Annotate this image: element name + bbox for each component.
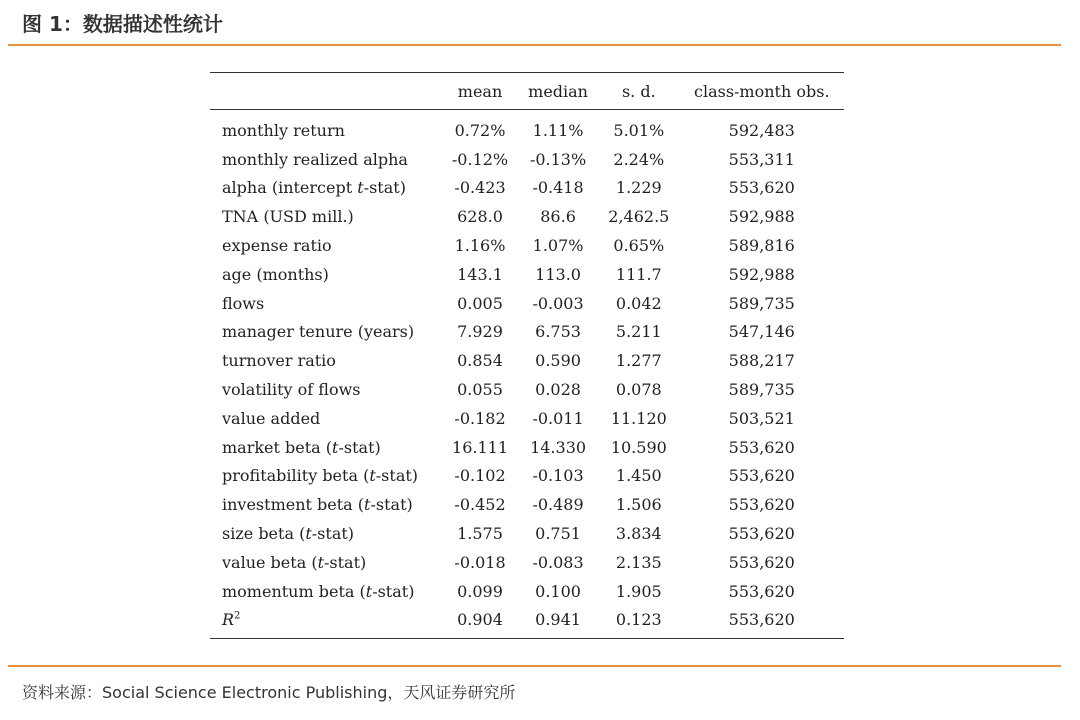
row-label-part: manager tenure (years) [222, 322, 415, 342]
header-divider [8, 44, 1061, 46]
row-label [210, 606, 442, 639]
row-label-part: turnover ratio [222, 351, 336, 371]
table-row [210, 490, 844, 519]
row-label-part: expense ratio [222, 236, 332, 256]
cell-sd: 0.123 [598, 606, 679, 639]
row-label-part: age (months) [222, 264, 329, 284]
row-label-part: t [365, 581, 373, 601]
row-label-part: R [222, 610, 235, 630]
row-label [210, 346, 442, 375]
row-label-part: t [364, 495, 371, 515]
cell-obs: 553,620 [728, 495, 795, 515]
cell-median: 14.330 [530, 437, 587, 457]
cell-sd: 1.905 [615, 581, 662, 601]
cell-median: 0.590 [535, 351, 581, 371]
page-title: 图 1：数据描述性统计 [22, 12, 223, 36]
row-label-part: alpha (intercept [222, 178, 358, 198]
cell-median: 6.753 [535, 322, 581, 342]
cell-mean: -0.182 [454, 408, 506, 428]
cell-sd: 10.590 [610, 437, 667, 457]
row-label [210, 110, 442, 145]
cell-median: -0.003 [532, 293, 584, 313]
cell-sd: 0.65% [613, 236, 665, 256]
cell-obs: 553,620 [728, 524, 795, 544]
cell-median: 0.751 [535, 524, 581, 544]
row-label-part: -stat) [370, 495, 413, 515]
table-row [210, 145, 844, 174]
cell-sd: 2.135 [615, 552, 662, 572]
row-label [210, 202, 442, 231]
cell-median: 0.100 [535, 581, 581, 601]
row-label [210, 375, 442, 404]
table-header-row [210, 73, 844, 110]
cell-median: 0.028 [535, 380, 581, 400]
cell-sd: 3.834 [615, 524, 662, 544]
column-header-mean: mean [442, 73, 518, 110]
row-label-part: size beta ( [222, 524, 306, 544]
cell-obs: 547,146 [728, 322, 795, 342]
row-label-part: value beta ( [222, 552, 318, 572]
cell-mean: -0.423 [454, 178, 506, 198]
cell-mean: 16.111 [452, 437, 508, 457]
row-label [210, 289, 442, 318]
row-label-part: -stat) [363, 178, 406, 198]
cell-median: 0.941 [518, 606, 598, 639]
cell-mean: 1.16% [454, 236, 506, 256]
row-label-part: volatility of flows [222, 380, 361, 400]
row-label-part: flows [222, 293, 265, 313]
cell-mean: -0.452 [454, 495, 506, 515]
cell-mean: -0.018 [454, 552, 506, 572]
cell-sd: 0.042 [615, 293, 662, 313]
cell-sd: 2.24% [613, 149, 665, 169]
cell-sd: 2,462.5 [608, 207, 670, 227]
source-org: ，天风证券研究所 [387, 683, 516, 702]
row-label-part: momentum beta ( [222, 581, 366, 601]
cell-mean: 0.904 [442, 606, 518, 639]
row-label-part: profitability beta ( [222, 466, 370, 486]
cell-median: 1.07% [532, 236, 584, 256]
cell-sd: 111.7 [615, 264, 662, 284]
row-label-part: t [332, 437, 339, 457]
row-label [210, 145, 442, 174]
row-label-part: -stat) [311, 524, 355, 544]
cell-mean: 143.1 [457, 264, 503, 284]
table-row [210, 346, 844, 375]
cell-sd: 5.01% [613, 120, 665, 140]
row-label [210, 548, 442, 577]
cell-median: -0.13% [529, 149, 587, 169]
table-row [210, 404, 844, 433]
row-label [210, 433, 442, 462]
cell-mean: 0.72% [454, 120, 506, 140]
column-header-obs: class-month obs. [680, 73, 844, 110]
row-label [210, 318, 442, 347]
row-label-part: t [369, 466, 376, 486]
cell-obs: 553,620 [728, 178, 795, 198]
cell-sd: 1.506 [615, 495, 662, 515]
cell-mean: 0.099 [457, 581, 503, 601]
column-header-median: median [518, 73, 598, 110]
cell-obs: 553,620 [728, 466, 795, 486]
row-label [210, 260, 442, 289]
table-row [210, 174, 844, 203]
row-label-part: investment beta ( [222, 495, 365, 515]
cell-median: -0.103 [532, 466, 584, 486]
row-label [210, 490, 442, 519]
row-label-part: -stat) [375, 466, 419, 486]
row-label-part: 2 [234, 611, 241, 623]
table-row [210, 375, 844, 404]
cell-mean: 1.575 [457, 524, 503, 544]
row-label-part: -stat) [372, 581, 415, 601]
row-label-part: t [305, 524, 312, 544]
table-row [210, 260, 844, 289]
cell-median: -0.418 [532, 178, 584, 198]
cell-sd: 1.277 [615, 351, 662, 371]
cell-mean: 0.854 [457, 351, 503, 371]
cell-median: 1.11% [532, 120, 584, 140]
cell-mean: 0.055 [457, 380, 503, 400]
row-label [210, 577, 442, 606]
cell-mean: 628.0 [457, 207, 503, 227]
cell-obs: 553,620 [728, 552, 795, 572]
row-label-part: market beta ( [222, 437, 333, 457]
table-row [210, 577, 844, 606]
table-row [210, 433, 844, 462]
cell-obs: 592,483 [728, 120, 795, 140]
row-label [210, 231, 442, 260]
table-row [210, 606, 844, 639]
row-label-part: TNA (USD mill.) [222, 207, 354, 227]
row-label-part: -stat) [324, 552, 367, 572]
cell-obs: 553,311 [728, 149, 795, 169]
cell-sd: 0.078 [615, 380, 662, 400]
cell-median: 86.6 [540, 207, 576, 227]
cell-obs: 553,620 [680, 606, 844, 639]
cell-obs: 592,988 [728, 207, 795, 227]
column-header-sd: s. d. [598, 73, 679, 110]
cell-obs: 588,217 [728, 351, 795, 371]
cell-mean: 7.929 [457, 322, 503, 342]
cell-median: 113.0 [535, 264, 581, 284]
source-label: 资料来源： [22, 683, 103, 702]
source-note [22, 680, 515, 703]
table-row [210, 231, 844, 260]
cell-sd: 1.229 [615, 178, 662, 198]
row-label-part: t [357, 178, 364, 198]
row-label [210, 519, 442, 548]
cell-mean: -0.12% [451, 149, 509, 169]
cell-obs: 553,620 [728, 437, 795, 457]
cell-mean: -0.102 [454, 466, 506, 486]
source-text: Social Science Electronic Publishing [102, 683, 388, 702]
row-label [210, 174, 442, 203]
cell-obs: 553,620 [728, 581, 795, 601]
row-label-part: value added [222, 408, 321, 428]
cell-median: -0.011 [532, 408, 584, 428]
cell-obs: 589,735 [728, 380, 795, 400]
cell-sd: 11.120 [610, 408, 667, 428]
column-header-label [210, 73, 442, 110]
statistics-table [210, 72, 844, 639]
cell-obs: 589,816 [728, 236, 795, 256]
cell-obs: 592,988 [728, 264, 795, 284]
cell-obs: 503,521 [728, 408, 795, 428]
row-label-part: monthly realized alpha [222, 149, 408, 169]
table-row [210, 289, 844, 318]
table-row [210, 519, 844, 548]
table-row [210, 110, 844, 145]
table-row [210, 548, 844, 577]
footer-divider [8, 665, 1061, 667]
row-label-part: monthly return [222, 120, 345, 140]
row-label-part: -stat) [338, 437, 381, 457]
statistics-table-container [210, 72, 844, 639]
cell-median: -0.489 [532, 495, 584, 515]
cell-sd: 5.211 [615, 322, 662, 342]
cell-obs: 589,735 [728, 293, 795, 313]
cell-mean: 0.005 [457, 293, 503, 313]
cell-sd: 1.450 [615, 466, 662, 486]
row-label-part: t [317, 552, 324, 572]
table-row [210, 462, 844, 491]
table-row [210, 318, 844, 347]
row-label [210, 404, 442, 433]
cell-median: -0.083 [532, 552, 584, 572]
table-row [210, 202, 844, 231]
row-label [210, 462, 442, 491]
